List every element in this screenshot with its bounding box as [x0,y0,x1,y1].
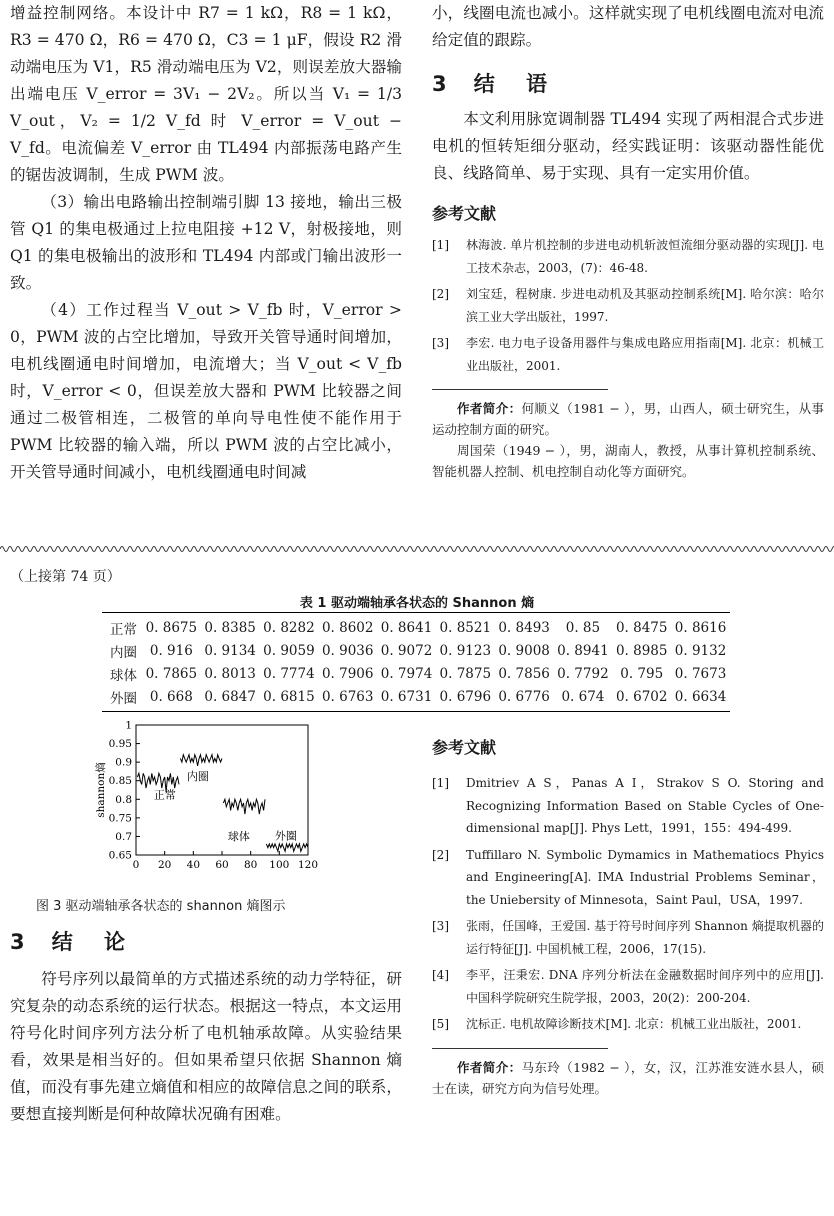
series-label: 球体 [227,830,250,844]
references-list [432,234,824,377]
references-list [432,772,824,1036]
reference-item: [5] 沈标正. 电机故障诊断技术[M]. 北京：机械工业出版社，2001. [432,1017,802,1031]
author-bio-2: 周国荣（1949 − ），男，湖南人，教授，从事计算机控制系统、智能机器人控制、机电控制自动化等方面研究。 [432,443,824,479]
bottom-left-column [10,926,402,1128]
author-bio-1: 作者简介：何顺义（1981 − ），男，山西人，硕士研究生，从事运动控制方面的研究。 [432,401,824,437]
top-left-column [10,0,402,486]
series-label: 内圈 [186,770,209,784]
section-title: 结 语 [473,72,560,96]
y-tick-label: 0.7 [115,830,132,843]
table-row: 外圈 0. 668 0. 6847 0. 6815 0. 6763 0. 6731 0. 6796 0. 6776 0. 674 0. 6702 0. 6634 [102,685,730,712]
author-separator [432,389,608,390]
y-tick-label: 0.75 [108,812,132,825]
table-row: 内圈 0. 916 0. 9134 0. 9059 0. 9036 0. 9072 0. 9123 0. 9008 0. 8941 0. 8985 0. 9132 [110,642,727,661]
x-tick-label: 40 [186,859,201,871]
paragraph-working-process: （4）工作过程当 V_out > V_fb 时，V_error > 0，PWM 波的占空比增加，导致开关管导通时间增加，电机线圈通电时间增加，电流增大；当 V_out < V_fb 时，V_error < 0，但误差放大器和 PWM 比较器之间通过二极管相连，二极管的单向导电性使不能作用于 PWM 比较器的输入端，所以 PWM 波的占空比减小，开关管导通时间减小，电机线圈通电时间减 [10,301,402,481]
series-line [223,799,265,814]
reference-item: [3] 李宏. 电力电子设备用器件与集成电路应用指南[M]. 北京：机械工业出版社，2001. [432,336,824,373]
y-axis-label: shannon熵 [95,762,107,818]
series-label: 正常 [153,788,176,802]
series-line [266,844,308,851]
section-heading-conclusion-2 [10,926,402,956]
entropy-chart [90,715,330,885]
continued-note: （上接第 74 页） [10,569,121,585]
x-tick-label: 20 [157,859,172,871]
section-number: 3 [432,72,459,96]
references-heading: 参考文献 [432,738,497,757]
paragraph-output-circuit: （3）输出电路输出控制端引脚 13 接地，输出三极管 Q1 的集电极通过上拉电阻接 +12 V，射极接地，则 Q1 的集电极输出的波形和 TL494 内部或门输出波形一致。 [10,193,402,292]
y-tick-label: 0.95 [108,738,132,751]
paragraph-conclusion: 本文利用脉宽调制器 TL494 实现了两相混合式步进电机的恒转矩细分驱动，经实践证明：该驱动器性能优良、线路简单、易于实现、具有一定实用价值。 [432,110,824,182]
reference-item: [4] 李平，汪秉宏. DNA 序列分析法在金融数据时间序列中的应用[J]. 中国科学院研究生院学报，2003，20(2)：200-204. [432,968,824,1005]
table-row: 正常 0. 8675 0. 8385 0. 8282 0. 8602 0. 8641 0. 8521 0. 8493 0. 85 0. 8475 0. 8616 [102,613,730,640]
table-caption: 表 1 驱动端轴承各状态的 Shannon 熵 [299,596,535,611]
references-heading: 参考文献 [432,204,497,223]
paragraph-gain-network: 增益控制网络。本设计中 R7 = 1 kΩ，R8 = 1 kΩ，R3 = 470 Ω，R6 = 470 Ω，C3 = 1 μF，假设 R2 滑动端电压为 V1，R5 滑动端电压为 V2，则误差放大器输出端电压 V_error = 3V₁ − 2V₂。所以当 V₁ = 1/3 V_out，V₂ = 1/2 V_fd 时 V_error = V_out − V_fd。电流偏差 V_error 由 TL494 内部振荡电路产生的锯齿波调制，生成 PWM 波。 [10,4,402,184]
entropy-table [102,612,730,712]
author-separator [432,1048,608,1049]
x-tick-label: 80 [243,859,258,871]
x-tick-label: 120 [297,859,319,871]
reference-item: [2] 刘宝廷，程树康. 步进电动机及其驱动控制系统[M]. 哈尔滨：哈尔滨工业大学出版社，1997. [432,287,824,324]
section-number: 3 [10,930,37,954]
y-tick-label: 0.85 [108,775,132,788]
y-tick-label: 0.9 [115,756,132,769]
bottom-right-column [432,735,824,1099]
series-label: 外圈 [274,829,297,843]
paragraph-conclusion-2: 符号序列以最简单的方式描述系统的动力学特征，研究复杂的动态系统的运行状态。根据这一特点，本文运用符号化时间序列方法分析了电机轴承故障。从实验结果看，效果是相当好的。但如果希望只依据 Shannon 熵值，而没有事先建立熵值和相应的故障信息之间的联系，要想直接判断是何种故障状况确有困难。 [10,970,402,1123]
top-right-column [432,0,824,482]
reference-item: [1] 林海波. 单片机控制的步进电动机斩波恒流细分驱动器的实现[J]. 电工技术杂志，2003，(7)：46-48. [432,238,824,275]
section-heading-conclusion [432,68,824,98]
x-tick-label: 100 [269,859,290,871]
table-row: 球体 0. 7865 0. 8013 0. 7774 0. 7906 0. 7974 0. 7875 0. 7856 0. 7792 0. 795 0. 7673 [110,665,727,684]
section-title: 结 论 [51,930,138,954]
paragraph-continued: 小，线圈电流也减小。这样就实现了电机线圈电流对电流给定值的跟踪。 [432,4,824,49]
reference-item: [3] 张雨，任国峰，王爱国. 基于符号时间序列 Shannon 熵提取机器的运行特征[J]. 中国机械工程，2006，17(15). [432,919,824,956]
y-tick-label: 1 [125,719,132,732]
y-tick-label: 0.8 [115,793,132,806]
y-tick-label: 0.65 [108,849,132,862]
reference-item: [1] Dmitriev A S，Panas A I，Strakov S O. Storing and Recognizing Information Based on Stable Cycles of One-dimensional map[J]. Phys Lett，1991，155：494-499. [432,776,824,835]
series-line [180,755,222,766]
x-tick-label: 0 [132,859,140,871]
figure-caption: 图 3 驱动端轴承各状态的 shannon 熵图示 [36,899,286,914]
author-bio: 作者简介：马东玲（1982 − ），女，汉，江苏淮安涟水县人，硕士在读，研究方向为信号处理。 [432,1059,824,1096]
article-divider [0,543,834,555]
x-tick-label: 60 [215,859,229,871]
reference-item: [2] Tuffillaro N. Symbolic Dymamics in Mathematiocs Phyics and Engineering[A]. IMA Industrial Problems Seminar，the Uniebersity of Minnesota，Saint Paul，USA，1997. [432,847,824,907]
